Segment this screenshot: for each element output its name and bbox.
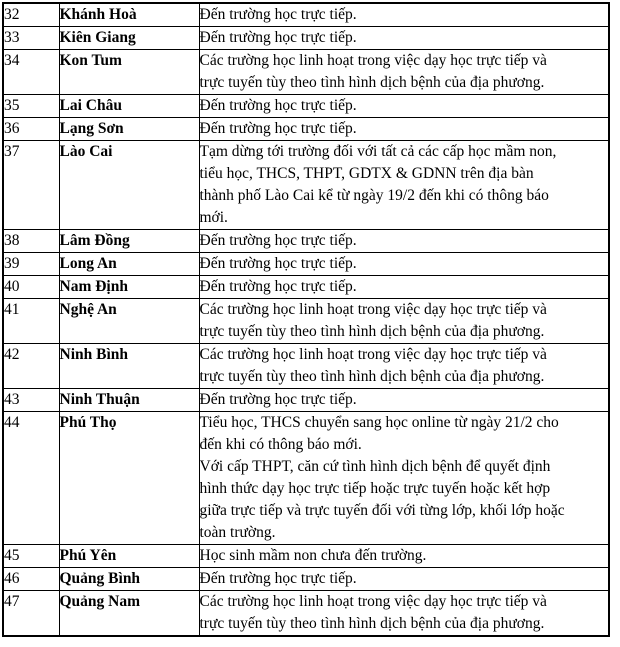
row-index-text: 35 bbox=[4, 97, 20, 114]
province-name-cell bbox=[59, 253, 199, 276]
status-note-cell bbox=[199, 299, 609, 344]
status-note-line: tiểu học, THCS, THPT, GDTX & GDNN trên địa bàn bbox=[199, 165, 534, 182]
table-row bbox=[3, 27, 609, 50]
status-note-line: Đến trường học trực tiếp. bbox=[199, 232, 357, 249]
table-body bbox=[3, 3, 609, 636]
province-name-cell bbox=[59, 545, 199, 568]
status-note-cell bbox=[199, 412, 609, 545]
status-note-line: Đến trường học trực tiếp. bbox=[199, 391, 357, 408]
row-index-text: 45 bbox=[4, 547, 20, 564]
row-index-cell bbox=[3, 591, 59, 637]
table-row bbox=[3, 3, 609, 27]
province-name-text: Phú Thọ bbox=[59, 414, 117, 431]
row-index-text: 32 bbox=[4, 6, 20, 23]
status-note-line: trực tuyến tùy theo tình hình dịch bệnh của địa phương. bbox=[199, 615, 545, 632]
status-note-cell bbox=[199, 276, 609, 299]
row-index-cell bbox=[3, 118, 59, 141]
status-note-cell bbox=[199, 389, 609, 412]
row-index-text: 34 bbox=[4, 52, 20, 69]
status-note-cell bbox=[199, 50, 609, 95]
status-note-cell bbox=[199, 344, 609, 389]
province-name-text: Phú Yên bbox=[59, 547, 117, 564]
table-row bbox=[3, 50, 609, 95]
row-index-cell bbox=[3, 95, 59, 118]
status-note-cell bbox=[199, 141, 609, 230]
status-note-cell bbox=[199, 545, 609, 568]
row-index-text: 36 bbox=[4, 120, 20, 137]
status-note-cell bbox=[199, 27, 609, 50]
province-name-text: Lai Châu bbox=[59, 97, 122, 114]
province-name-text: Lào Cai bbox=[59, 143, 113, 160]
table-row bbox=[3, 230, 609, 253]
province-name-text: Lâm Đồng bbox=[59, 232, 130, 249]
row-index-cell bbox=[3, 3, 59, 27]
status-note-line: Các trường học linh hoạt trong việc dạy học trực tiếp và bbox=[199, 593, 547, 610]
table-row bbox=[3, 141, 609, 230]
row-index-cell bbox=[3, 299, 59, 344]
province-name-text: Kiên Giang bbox=[59, 29, 136, 46]
row-index-text: 44 bbox=[4, 414, 20, 431]
table-row bbox=[3, 591, 609, 637]
status-note-line: Đến trường học trực tiếp. bbox=[199, 6, 357, 23]
province-name-cell bbox=[59, 412, 199, 545]
province-name-cell bbox=[59, 3, 199, 27]
province-name-text: Ninh Bình bbox=[59, 346, 129, 363]
table-row bbox=[3, 253, 609, 276]
table-row bbox=[3, 412, 609, 545]
status-note-cell bbox=[199, 568, 609, 591]
province-name-text: Ninh Thuận bbox=[59, 391, 140, 408]
row-index-text: 42 bbox=[4, 346, 20, 363]
status-note-line: đến khi có thông báo mới. bbox=[199, 436, 362, 453]
row-index-cell bbox=[3, 253, 59, 276]
status-note-cell bbox=[199, 253, 609, 276]
province-name-cell bbox=[59, 389, 199, 412]
status-note-cell bbox=[199, 95, 609, 118]
row-index-cell bbox=[3, 230, 59, 253]
status-note-line: toàn trường. bbox=[199, 524, 276, 541]
province-name-cell bbox=[59, 27, 199, 50]
status-note-line: Tạm dừng tới trường đối với tất cả các cấp học mầm non, bbox=[199, 143, 557, 160]
table-row bbox=[3, 545, 609, 568]
province-name-cell bbox=[59, 344, 199, 389]
table-row bbox=[3, 389, 609, 412]
province-name-cell bbox=[59, 230, 199, 253]
province-name-text: Khánh Hoà bbox=[59, 6, 137, 23]
table-row bbox=[3, 276, 609, 299]
province-name-cell bbox=[59, 50, 199, 95]
row-index-text: 38 bbox=[4, 232, 20, 249]
status-note-line: Tiểu học, THCS chuyển sang học online từ ngày 21/2 cho bbox=[199, 414, 559, 431]
province-name-text: Kon Tum bbox=[59, 52, 122, 69]
table-row bbox=[3, 118, 609, 141]
table-row bbox=[3, 299, 609, 344]
row-index-cell bbox=[3, 389, 59, 412]
status-note-line: mới. bbox=[199, 209, 228, 226]
status-note-line: hình thức dạy học trực tiếp hoặc trực tuyến hoặc kết hợp bbox=[199, 480, 551, 497]
status-note-line: Các trường học linh hoạt trong việc dạy học trực tiếp và bbox=[199, 52, 547, 69]
row-index-text: 37 bbox=[4, 143, 20, 160]
row-index-text: 43 bbox=[4, 391, 20, 408]
province-name-text: Quảng Bình bbox=[59, 570, 141, 587]
status-note-line: trực tuyến tùy theo tình hình dịch bệnh của địa phương. bbox=[199, 74, 545, 91]
row-index-cell bbox=[3, 276, 59, 299]
row-index-cell bbox=[3, 50, 59, 95]
province-name-text: Lạng Sơn bbox=[59, 120, 124, 137]
status-note-line: Đến trường học trực tiếp. bbox=[199, 97, 357, 114]
status-note-line: trực tuyến tùy theo tình hình dịch bệnh của địa phương. bbox=[199, 323, 545, 340]
province-name-cell bbox=[59, 95, 199, 118]
status-note-line: Đến trường học trực tiếp. bbox=[199, 120, 357, 137]
province-name-cell bbox=[59, 568, 199, 591]
status-note-line: Các trường học linh hoạt trong việc dạy học trực tiếp và bbox=[199, 346, 547, 363]
province-name-cell bbox=[59, 591, 199, 637]
status-note-cell bbox=[199, 3, 609, 27]
status-note-cell bbox=[199, 118, 609, 141]
status-note-line: Với cấp THPT, căn cứ tình hình dịch bệnh để quyết định bbox=[199, 458, 551, 475]
row-index-cell bbox=[3, 545, 59, 568]
table-row bbox=[3, 568, 609, 591]
province-name-text: Nam Định bbox=[59, 278, 128, 295]
status-note-line: giữa trực tiếp và trực tuyến đối với từng lớp, khối lớp hoặc bbox=[199, 502, 565, 519]
row-index-cell bbox=[3, 568, 59, 591]
row-index-text: 39 bbox=[4, 255, 20, 272]
row-index-text: 46 bbox=[4, 570, 20, 587]
province-name-text: Long An bbox=[59, 255, 117, 272]
status-note-line: thành phố Lào Cai kể từ ngày 19/2 đến khi có thông báo bbox=[199, 187, 549, 204]
status-note-line: Đến trường học trực tiếp. bbox=[199, 570, 357, 587]
table-row bbox=[3, 95, 609, 118]
province-name-cell bbox=[59, 276, 199, 299]
province-name-cell bbox=[59, 141, 199, 230]
row-index-text: 40 bbox=[4, 278, 20, 295]
province-name-cell bbox=[59, 299, 199, 344]
status-note-cell bbox=[199, 591, 609, 637]
status-note-line: Đến trường học trực tiếp. bbox=[199, 255, 357, 272]
province-name-cell bbox=[59, 118, 199, 141]
status-note-line: Học sinh mầm non chưa đến trường. bbox=[199, 547, 427, 564]
province-status-table-container bbox=[2, 2, 608, 637]
province-status-table bbox=[2, 2, 610, 637]
status-note-line: Các trường học linh hoạt trong việc dạy học trực tiếp và bbox=[199, 301, 547, 318]
row-index-text: 33 bbox=[4, 29, 20, 46]
row-index-text: 47 bbox=[4, 593, 20, 610]
table-row bbox=[3, 344, 609, 389]
province-name-text: Quảng Nam bbox=[59, 593, 141, 610]
row-index-cell bbox=[3, 412, 59, 545]
row-index-cell bbox=[3, 141, 59, 230]
status-note-cell bbox=[199, 230, 609, 253]
row-index-text: 41 bbox=[4, 301, 20, 318]
status-note-line: Đến trường học trực tiếp. bbox=[199, 29, 357, 46]
row-index-cell bbox=[3, 344, 59, 389]
status-note-line: Đến trường học trực tiếp. bbox=[199, 278, 357, 295]
province-name-text: Nghệ An bbox=[59, 301, 117, 318]
status-note-line: trực tuyến tùy theo tình hình dịch bệnh của địa phương. bbox=[199, 368, 545, 385]
row-index-cell bbox=[3, 27, 59, 50]
